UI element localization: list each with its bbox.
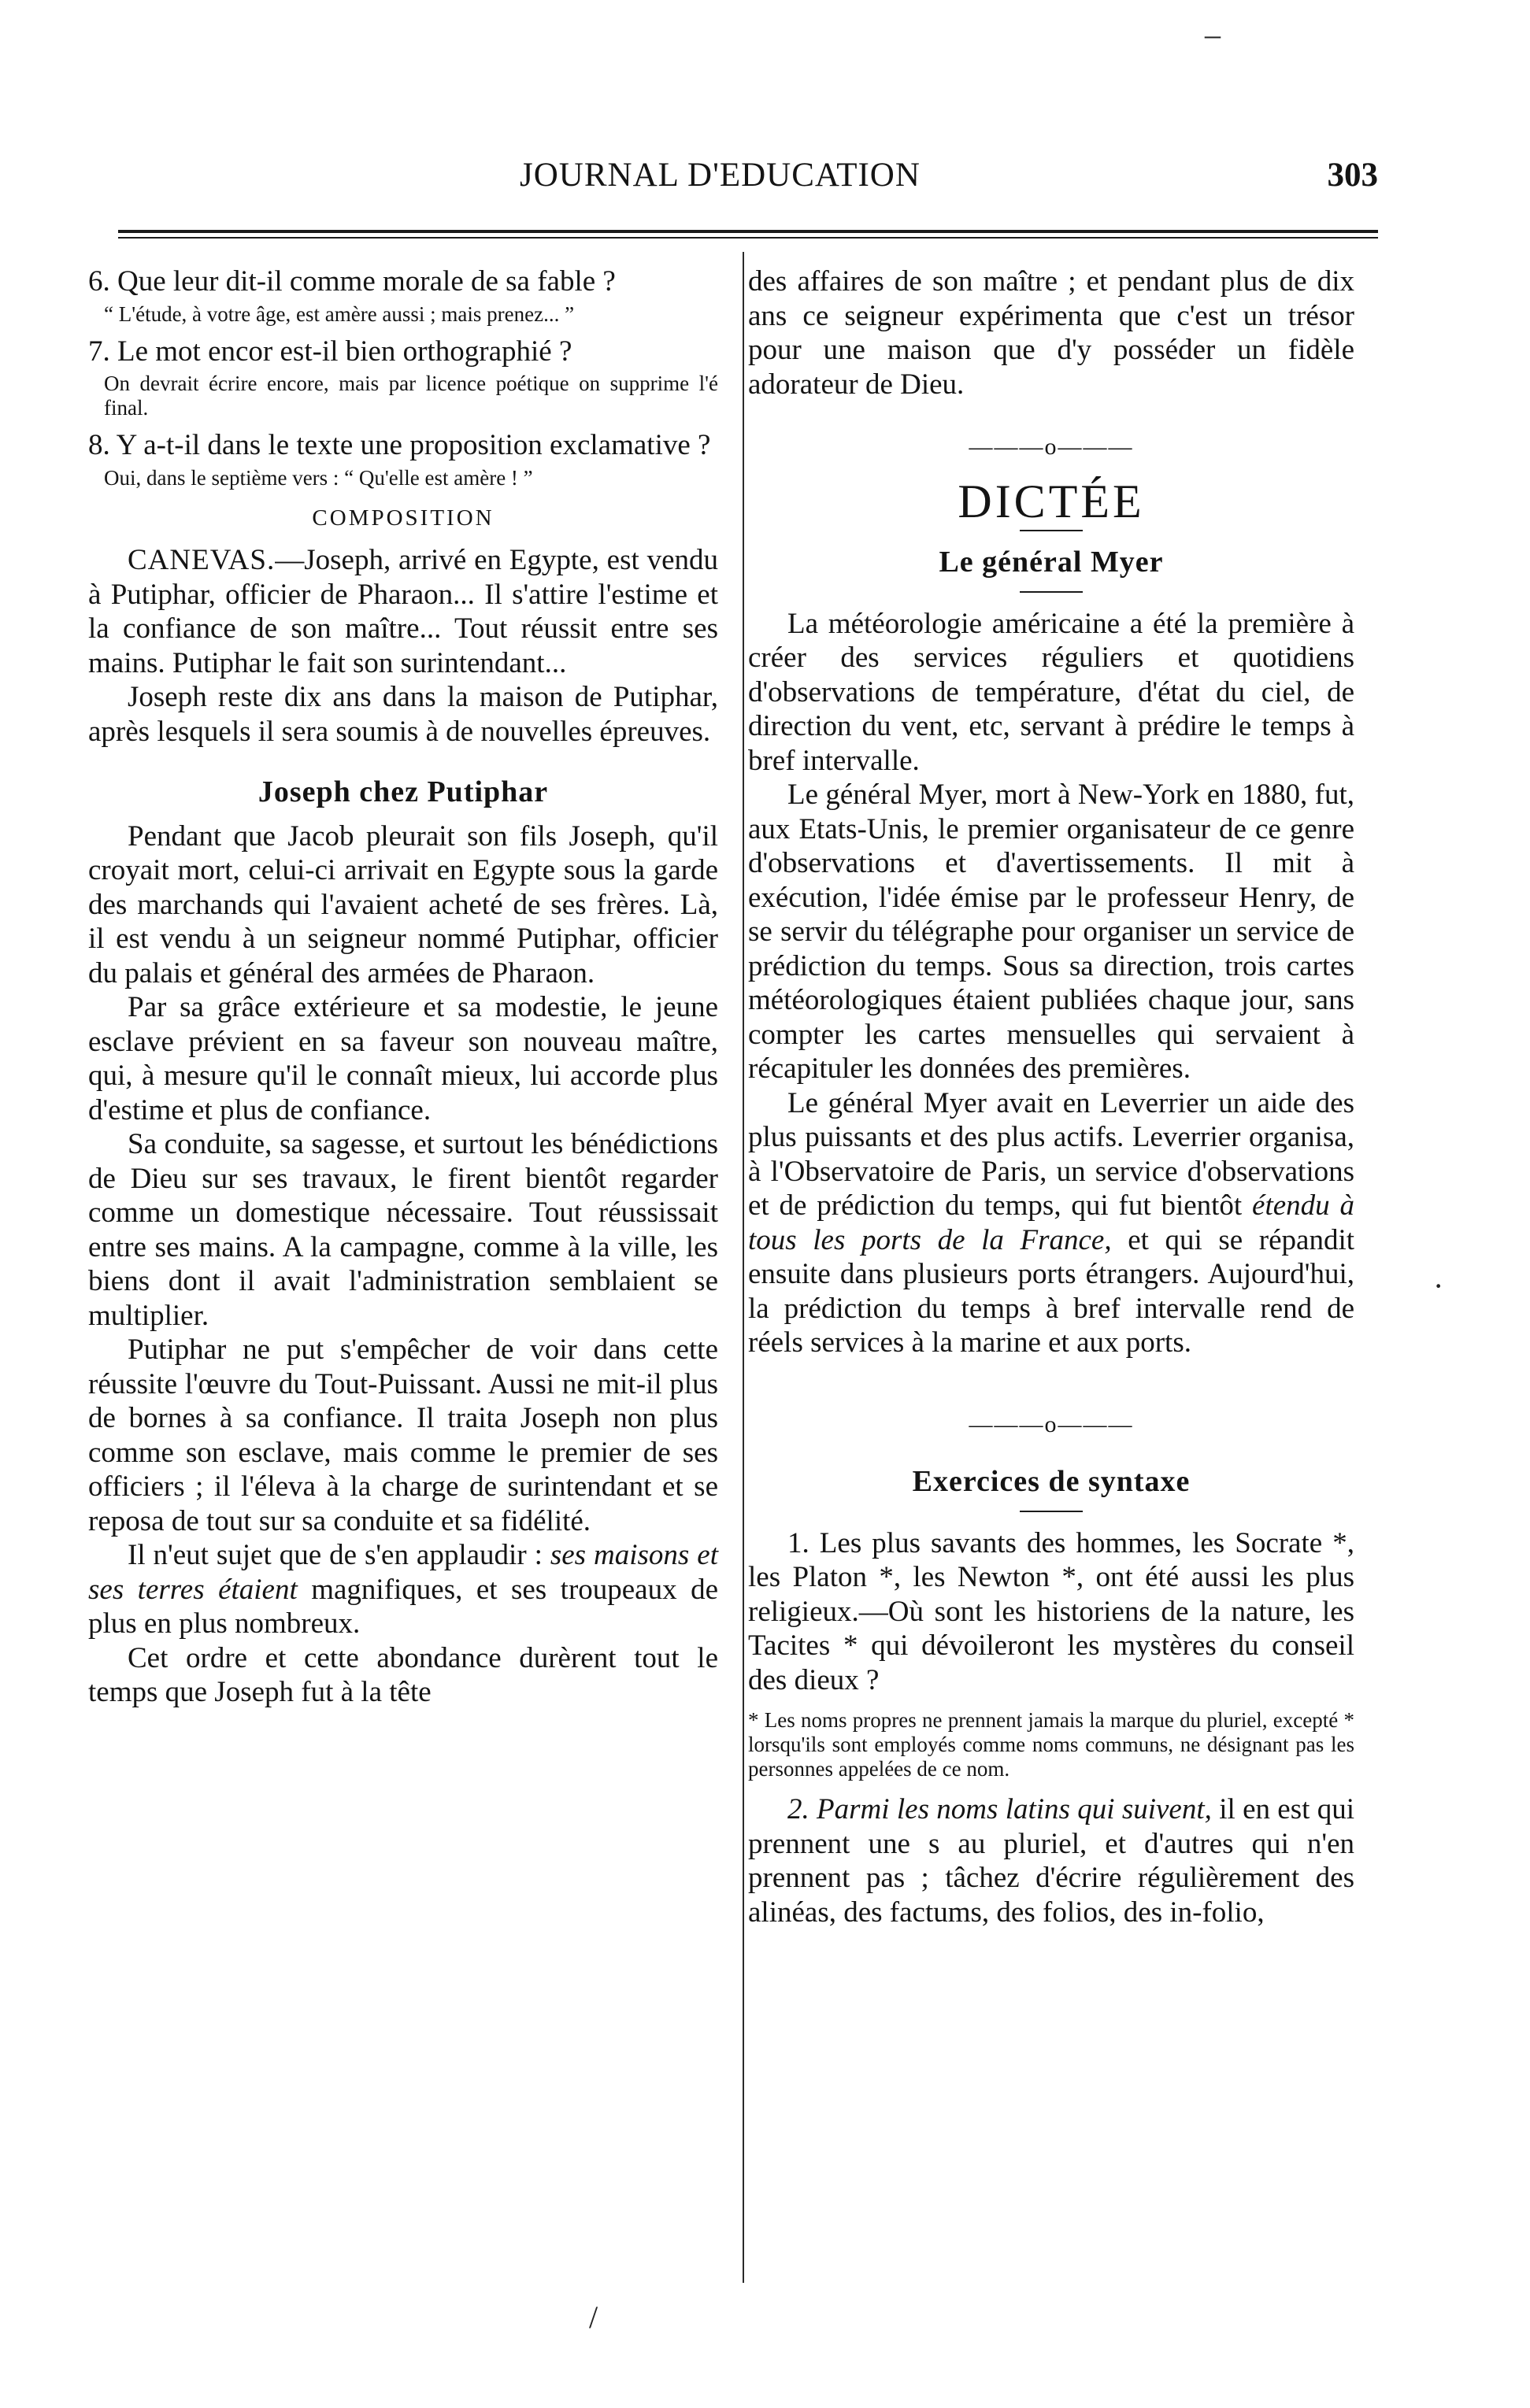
answer-8: Oui, dans le septième vers : “ Qu'elle est amère ! ” xyxy=(104,465,533,490)
canevas-paragraph xyxy=(88,543,718,680)
story-paragraph-1: Pendant que Jacob pleurait son fils Joseph, qu'il croyait mort, celui-ci arrivait en Egypte sous la garde des marchands qui l'avaient acheté de ses frères. Là, il est vendu à un seigneur nommé Putiphar, officier du palais et général des armées de Pharaon. xyxy=(88,819,718,989)
canevas-label: CANEVAS. xyxy=(128,544,276,576)
question-6: 6. Que leur dit-il comme morale de sa fable ? xyxy=(88,265,616,298)
exercise-2 xyxy=(748,1792,1354,1929)
left-column xyxy=(88,264,718,1710)
margin-mark: · xyxy=(1433,1268,1444,1304)
p5-italic: ses maisons et ses terres étaient xyxy=(88,1539,718,1606)
title-rule-1 xyxy=(1020,530,1083,531)
story-paragraph-2: Par sa grâce extérieure et sa modestie, le jeune esclave prévient en sa faveur son nouveau maître, qui, à mesure qu'il le connaît mieux, lui accorde plus d'estime et plus de confiance. xyxy=(88,991,718,1126)
bottom-mark: / xyxy=(589,2299,598,2335)
running-header xyxy=(118,156,1378,203)
dictee-title: DICTÉE xyxy=(958,475,1145,527)
footnote: * Les noms propres ne prennent jamais la marque du pluriel, excepté * lorsqu'ils sont employés comme noms communs, ne désignant pas les personnes appelées de ce nom. xyxy=(748,1708,1354,1781)
column-divider xyxy=(743,252,744,2283)
answer-7: On devrait écrire encore, mais par licence poétique on supprime l'é final. xyxy=(104,372,718,420)
story-paragraph-5 xyxy=(88,1538,718,1641)
m3-end: et qui se répandit ensuite dans plusieurs ports étrangers. Aujourd'hui, la prédiction du temps à bref intervalle rend de réels services à la marine et aux ports. xyxy=(748,1223,1354,1359)
p5-end: magnifiques, et ses troupeaux de plus en plus nombreux. xyxy=(88,1573,718,1640)
story-paragraph-6: Cet ordre et cette abondance durèrent tout le temps que Joseph fut à la tête xyxy=(88,1641,718,1708)
canevas-text: —Joseph, arrivé en Egypte, est vendu à Putiphar, officier de Pharaon... Il s'attire l'estime et la confiance de son maître... Tout réussit entre ses mains. Putiphar le fait son surintendant... xyxy=(88,544,718,679)
continuation-paragraph: des affaires de son maître ; et pendant plus de dix ans ce seigneur expérimenta que c'est un trésor pour une maison que d'y posséder un fidèle adorateur de Dieu. xyxy=(748,265,1354,401)
header-rule-thick xyxy=(118,230,1378,233)
e2-rest: il en est qui prennent une s au pluriel, et d'autres qui n'en prennent pas ; tâchez d'écrire régulièrement des alinéas, des factums, des folios, des in-folio, xyxy=(748,1793,1354,1929)
m3-italic: étendu à tous les ports de la France, xyxy=(748,1189,1355,1256)
title-rule-3 xyxy=(1020,1511,1083,1512)
myer-title: Le général Myer xyxy=(939,546,1164,579)
m3-start: Le général Myer avait en Leverrier un aide des plus puissants et des plus actifs. Leverrier organisa, à l'Observatoire de Paris, un service d'observations et de prédiction du temps, qui fut bientôt xyxy=(748,1086,1354,1222)
exercise-1: 1. Les plus savants des hommes, les Socrate *, les Platon *, les Newton *, ont été aussi les plus religieux.—Où sont les historiens de la nature, les Tacites * qui dévoileront les mystères du conseil des dieux ? xyxy=(748,1526,1354,1696)
page-number: 303 xyxy=(1327,157,1378,194)
story-paragraph-4: Putiphar ne put s'empêcher de voir dans cette réussite l'œuvre du Tout-Puissant. Aussi ne mit-il plus de bornes à sa confiance. Il traita Joseph non plus comme son esclave, mais comme le premier de ses officiers ; il l'éleva à la charge de surintendant et se reposa de tout sur sa conduite et sa fidélité. xyxy=(88,1333,718,1537)
myer-paragraph-1: La météorologie américaine a été la première à créer des services réguliers et quotidiens d'observations de température, d'état du ciel, de direction du vent, etc, servant à prédire le temps à bref intervalle. xyxy=(748,607,1354,777)
p5-start: Il n'eut sujet que de s'en applaudir : xyxy=(128,1539,550,1571)
separator-2: ———o——— xyxy=(969,1411,1134,1437)
journal-title: JOURNAL D'EDUCATION xyxy=(520,157,921,194)
e2-italic: 2. Parmi les noms latins qui suivent, xyxy=(787,1793,1212,1825)
right-column xyxy=(748,264,1354,1929)
myer-paragraph-2: Le général Myer, mort à New-York en 1880, fut, aux Etats-Unis, le premier organisateur de ce genre d'observations et d'avertissements. Il mit à exécution, l'idée émise par le professeur Henry, de se servir du télégraphe pour organiser un service de prédiction du temps. Sous sa direction, trois cartes météorologiques étaient publiées chaque jour, sans compter les cartes mensuelles qui servaient à récapituler les données des premières. xyxy=(748,779,1354,1085)
story-paragraph-3: Sa conduite, sa sagesse, et surtout les bénédictions de Dieu sur ses travaux, le firent bientôt regarder comme un domestique nécessaire. Tout réussissait entre ses mains. A la campagne, comme à la ville, les biens dont il avait l'administration semblaient se multiplier. xyxy=(88,1128,718,1332)
title-rule-2 xyxy=(1020,591,1083,593)
composition-heading: COMPOSITION xyxy=(312,505,495,531)
question-7: 7. Le mot encor est-il bien orthographié ? xyxy=(88,335,572,368)
header-rule-thin xyxy=(118,237,1378,239)
myer-paragraph-3 xyxy=(748,1086,1354,1360)
story-title: Joseph chez Putiphar xyxy=(257,775,549,808)
separator-1: ———o——— xyxy=(969,434,1134,460)
canevas-paragraph-2: Joseph reste dix ans dans la maison de Putiphar, après lesquels il sera soumis à de nouvelles épreuves. xyxy=(88,681,718,748)
question-8: 8. Y a-t-il dans le texte une proposition exclamative ? xyxy=(88,429,711,461)
answer-6: “ L'étude, à votre âge, est amère aussi ; mais prenez... ” xyxy=(104,301,575,326)
exercices-title: Exercices de syntaxe xyxy=(912,1465,1191,1498)
top-mark: – xyxy=(1205,17,1221,52)
